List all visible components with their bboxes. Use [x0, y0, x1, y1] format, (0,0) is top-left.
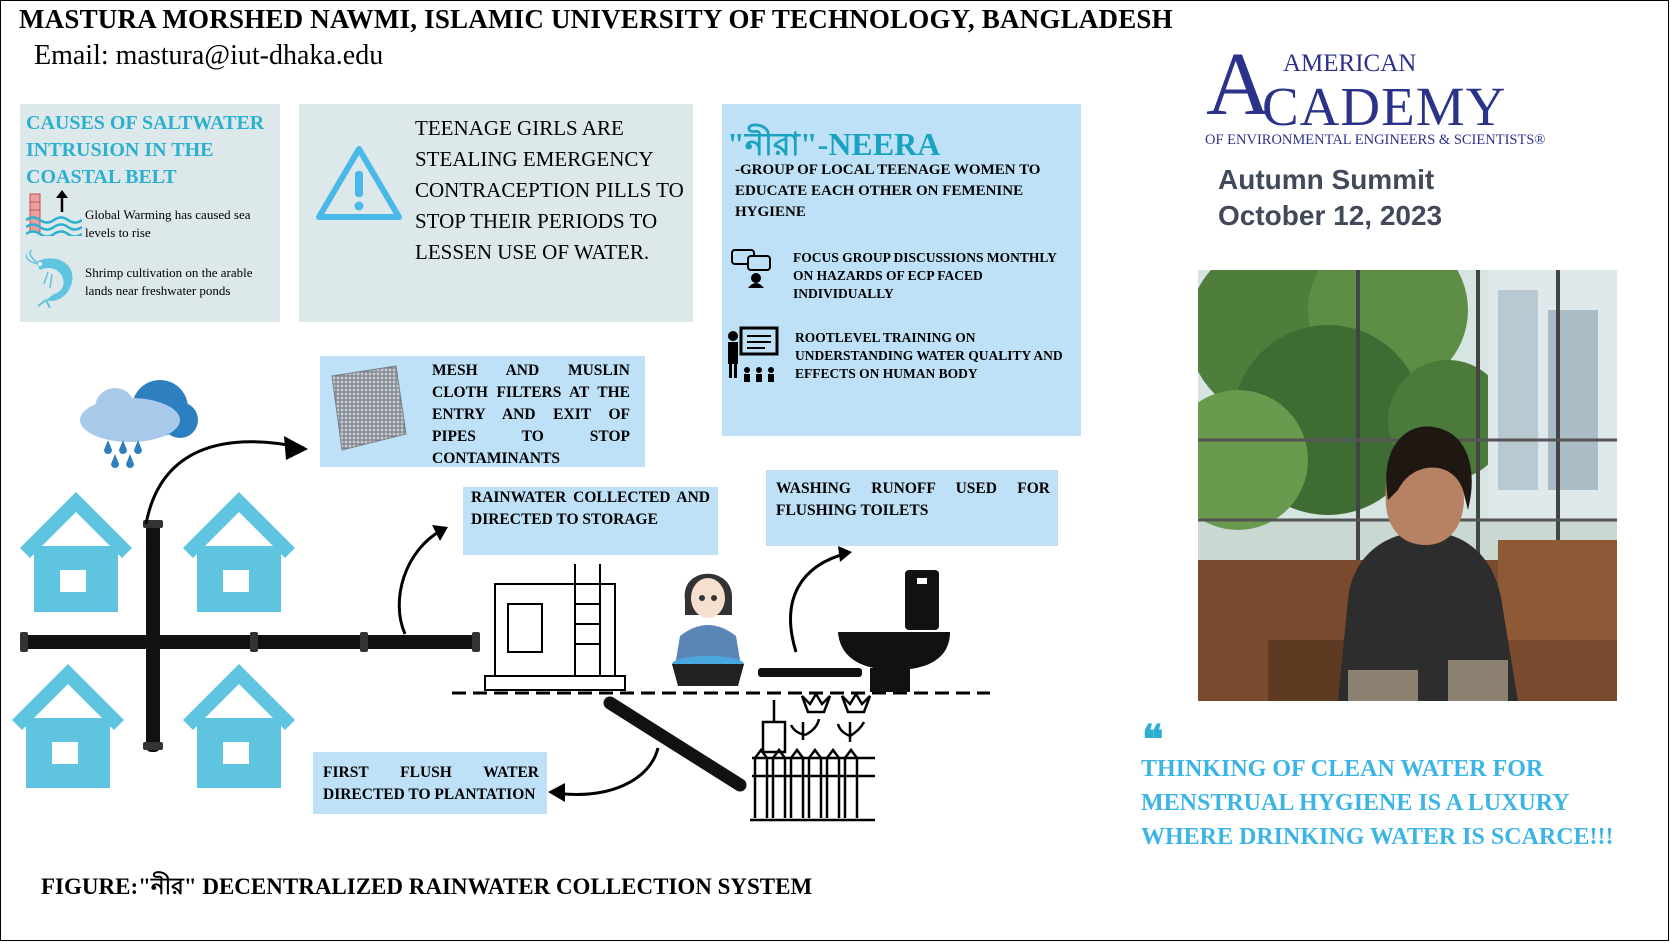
neera-item-training: ROOTLEVEL TRAINING ON UNDERSTANDING WATER QUALITY AND EFFECTS ON HUMAN BODY — [795, 330, 1063, 381]
first-flush-label: FIRST FLUSH WATER DIRECTED TO PLANTATION — [313, 752, 547, 814]
cause-item-global-warming: Global Warming has caused sea levels to rise — [85, 207, 251, 240]
girl-washing-icon — [672, 574, 744, 686]
house-icon — [20, 492, 132, 612]
causes-title: CAUSES OF SALTWATER INTRUSION IN THE COASTAL BELT — [26, 112, 265, 188]
neera-item-discussions: FOCUS GROUP DISCUSSIONS MONTHLY ON HAZARDS OF ECP FACED INDIVIDUALLY — [793, 250, 1057, 301]
portrait-photo — [1198, 270, 1617, 701]
quote-text: THINKING OF CLEAN WATER FOR MENSTRUAL HYGIENE IS A LUXURY WHERE DRINKING WATER IS SCARCE!!! — [1141, 756, 1614, 850]
house-icon — [183, 664, 295, 788]
garden-icon — [750, 694, 875, 820]
washing-label: WASHING RUNOFF USED FOR FLUSHING TOILETS — [766, 470, 1058, 546]
sea-level-rise-icon — [26, 190, 82, 236]
discussion-icon — [730, 248, 774, 288]
shrimp-icon — [26, 250, 80, 308]
event-date: October 12, 2023 — [1218, 200, 1443, 231]
mesh-cloth-icon — [326, 362, 410, 454]
mesh-filter-label: MESH AND MUSLIN CLOTH FILTERS AT THE ENTRY AND EXIT OF PIPES TO STOP CONTAMINANTS — [432, 362, 630, 467]
storage-tank-icon — [485, 564, 625, 690]
event-info — [1218, 162, 1442, 234]
email-line[interactable]: Email: mastura@iut-dhaka.edu — [34, 40, 384, 71]
poster-title: MASTURA MORSHED NAWMI, ISLAMIC UNIVERSITY OF TECHNOLOGY, BANGLADESH — [19, 4, 1173, 34]
rainwater-label: RAINWATER COLLECTED AND DIRECTED TO STORAGE — [463, 487, 718, 555]
quote-mark-icon: ❝ — [1142, 717, 1164, 762]
neera-description: -GROUP OF LOCAL TEENAGE WOMEN TO EDUCATE EACH OTHER ON FEMENINE HYGIENE — [735, 162, 1041, 220]
academy-logo-word: CADEMY — [1262, 76, 1507, 137]
rain-cloud-icon — [80, 380, 198, 468]
neera-title: "নীরা"-NEERA — [727, 126, 941, 162]
warning-text: TEENAGE GIRLS ARE STEALING EMERGENCY CONTRACEPTION PILLS TO STOP THEIR PERIODS TO LESSEN USE OF WATER. — [415, 116, 684, 264]
cause-item-shrimp: Shrimp cultivation on the arable lands near freshwater ponds — [85, 265, 253, 298]
figure-caption: FIGURE:"নীর" DECENTRALIZED RAINWATER COLLECTION SYSTEM — [41, 874, 813, 899]
academy-logo-subtitle: OF ENVIRONMENTAL ENGINEERS & SCIENTISTS® — [1205, 132, 1546, 148]
house-icon — [183, 492, 295, 612]
event-name: Autumn Summit — [1218, 164, 1435, 195]
warning-icon — [315, 143, 403, 223]
house-icon — [12, 664, 124, 788]
mesh-filter-label-box — [320, 356, 645, 467]
academy-logo-american: AMERICAN — [1283, 50, 1417, 77]
academy-logo-letter: A — [1206, 35, 1271, 134]
